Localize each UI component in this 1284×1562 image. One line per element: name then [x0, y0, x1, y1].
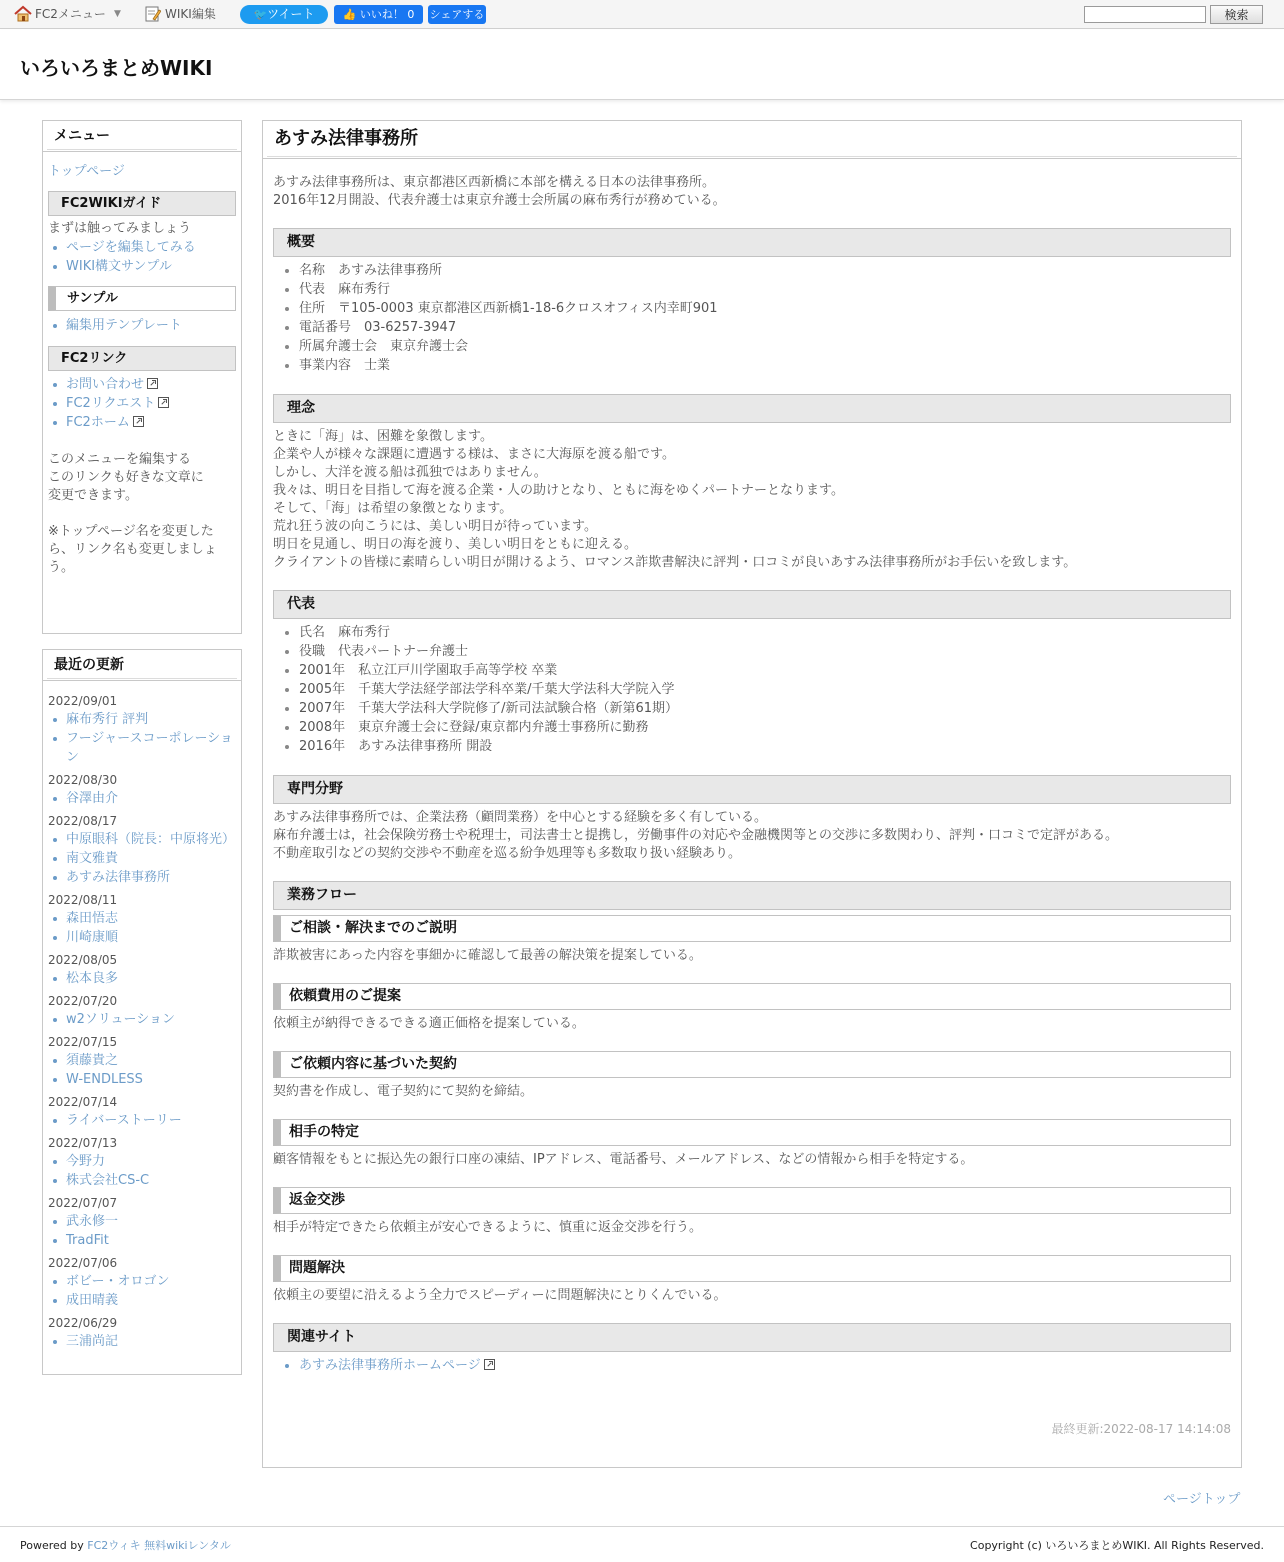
wiki-syntax-link[interactable]: WIKI構文サンプル — [66, 259, 172, 274]
fc2-home-link[interactable]: FC2ホーム — [66, 415, 144, 430]
edit-icon[interactable] — [145, 5, 161, 23]
recent-update-link[interactable]: 森田悟志 — [66, 911, 119, 926]
guide-heading: FC2WIKIガイド — [48, 191, 236, 216]
copyright: Copyright (c) いろいろまとめWIKI. All Rights Reserved. — [970, 1539, 1264, 1552]
flow-step-heading: 返金交渉 — [273, 1187, 1231, 1214]
external-link-icon — [484, 1359, 495, 1370]
page-title: あすみ法律事務所 — [263, 121, 1241, 159]
edit-template-link[interactable]: 編集用テンプレート — [66, 318, 182, 333]
update-list — [48, 1332, 236, 1351]
recent-update-link[interactable]: 麻布秀行 評判 — [66, 712, 149, 727]
overview-heading: 概要 — [273, 228, 1231, 257]
list-item: 2001年 私立江戸川学園取手高等学校 卒業 — [273, 661, 1223, 680]
list-item: 電話番号 03-6257-3947 — [273, 318, 1223, 337]
list-item — [48, 1070, 236, 1089]
list-item — [48, 1171, 236, 1190]
intro-text: あすみ法律事務所は、東京都港区西新橋に本部を構える日本の法律事務所。 2016年12月開設、代表弁護士は東京弁護士会所属の麻布秀行が務めている。 — [273, 175, 726, 208]
fc2-links-heading: FC2リンク — [48, 346, 236, 371]
footer — [0, 1526, 1284, 1562]
list-item — [48, 868, 236, 887]
flow-step-text: 依頼主が納得できるできる適正価格を提案している。 — [273, 1016, 585, 1031]
guide-intro: まずは触ってみましょう — [48, 221, 192, 236]
fc2-menu-link[interactable]: FC2メニュー — [35, 7, 106, 21]
recent-update-link[interactable]: フージャースコーポレーション — [66, 731, 233, 765]
fc2-wiki-link[interactable]: FC2ウィキ 無料wikiレンタル — [87, 1539, 231, 1552]
list-item — [48, 1231, 236, 1250]
site-header — [0, 30, 1284, 100]
contact-link[interactable]: お問い合わせ — [66, 377, 158, 392]
related-sites-list — [273, 1356, 1223, 1375]
list-item: 事業内容 士業 — [273, 356, 1223, 375]
update-date: 2022/07/15 — [48, 1035, 118, 1049]
flow-step-text: 相手が特定できたら依頼主が安心できるように、慎重に返金交渉を行う。 — [273, 1220, 703, 1235]
flow-step-heading: 依頼費用のご提案 — [273, 983, 1231, 1010]
philosophy-heading: 理念 — [273, 394, 1231, 423]
main-content — [262, 120, 1242, 1468]
list-item — [48, 375, 236, 394]
wiki-edit-link[interactable]: WIKI編集 — [165, 7, 216, 21]
update-date: 2022/06/29 — [48, 1316, 118, 1330]
search-button[interactable]: 検索 — [1210, 5, 1263, 24]
thumbs-up-icon: 👍 — [342, 8, 357, 21]
recent-update-link[interactable]: 谷澤由介 — [66, 791, 119, 806]
update-list — [48, 1051, 236, 1089]
update-date: 2022/07/06 — [48, 1256, 118, 1270]
menu-box — [42, 120, 242, 634]
list-item: 役職 代表パートナー弁護士 — [273, 642, 1223, 661]
flow-step-heading: 問題解決 — [273, 1255, 1231, 1282]
list-item — [48, 729, 236, 767]
philosophy-text: ときに「海」は、困難を象徴します。 企業や人が様々な課題に遭遇する様は、まさに大海原を渡る船です。 しかし、大洋を渡る船は孤独ではありません。 我々は、明日を目指して海を渡る企業・人の助けとなり、ともに海をゆくパートナーとなります。 そして、「海」は希望の象徴となります。 荒れ狂う波の向こうには、美しい明日が待っています。 明日を見通し、明日の海を渡り、美しい明日をともに迎える。 クライアントの皆様に素晴らしい明日が開けるよう、ロマンス詐欺書解決に評判・口コミが良いあすみ法律事務所がお手伝いを致します。 — [273, 429, 1077, 570]
powered-by: Powered by FC2ウィキ 無料wikiレンタル — [20, 1539, 231, 1552]
fc2-links — [48, 375, 236, 432]
update-list — [48, 1010, 236, 1029]
update-date: 2022/07/14 — [48, 1095, 118, 1109]
site-title[interactable]: いろいろまとめWIKI — [20, 56, 213, 80]
list-item — [48, 969, 236, 988]
list-item: 住所 〒105-0003 東京都港区西新橋1-18-6クロスオフィス内幸町901 — [273, 299, 1223, 318]
update-list — [48, 1152, 236, 1190]
top-bar — [0, 0, 1284, 29]
update-list — [48, 969, 236, 988]
recent-update-link[interactable]: 松本良多 — [66, 971, 119, 986]
external-link-icon — [133, 416, 144, 427]
list-item — [48, 849, 236, 868]
update-list — [48, 830, 236, 887]
list-item — [48, 238, 236, 257]
update-date: 2022/07/20 — [48, 994, 118, 1008]
flow-step-text: 顧客情報をもとに振込先の銀行口座の凍結、IPアドレス、電話番号、メールアドレス、などの情報から相手を特定する。 — [273, 1152, 974, 1167]
recent-update-link[interactable]: w2ソリューション — [66, 1012, 175, 1027]
list-item — [48, 1332, 236, 1351]
menu-title: メニュー — [43, 121, 241, 152]
sample-links — [48, 316, 236, 335]
list-item — [48, 1152, 236, 1171]
menu-note-rename: ※トップページ名を変更した ら、リンク名も変更しましょ う。 — [48, 524, 217, 575]
recent-update-link[interactable]: 川崎康順 — [66, 930, 119, 945]
flow-step-text: 依頼主の要望に沿えるよう全力でスピーディーに問題解決にとりくんでいる。 — [273, 1288, 727, 1303]
house-icon[interactable] — [14, 5, 32, 23]
recent-update-link[interactable]: TradFit — [66, 1233, 109, 1248]
representative-list — [273, 623, 1223, 756]
top-page-link[interactable]: トップページ — [48, 164, 125, 179]
workflow-heading: 業務フロー — [273, 881, 1231, 910]
twitter-bird-icon: 🐦 — [253, 8, 268, 21]
list-item: 2016年 あすみ法律事務所 開設 — [273, 737, 1223, 756]
list-item — [48, 909, 236, 928]
update-date: 2022/08/05 — [48, 953, 118, 967]
list-item — [48, 394, 236, 413]
last-updated: 最終更新:2022-08-17 14:14:08 — [1051, 1422, 1231, 1436]
recent-updates-list — [43, 681, 241, 1351]
list-item — [48, 1010, 236, 1029]
page-top-link[interactable]: ページトップ — [1163, 1492, 1241, 1507]
chevron-down-icon[interactable]: ▼ — [114, 9, 121, 19]
list-item — [48, 789, 236, 808]
recent-update-link[interactable]: 成田晴義 — [66, 1293, 119, 1308]
update-list — [48, 909, 236, 947]
guide-links — [48, 238, 236, 276]
representative-heading: 代表 — [273, 590, 1231, 619]
list-item — [48, 413, 236, 432]
recent-update-link[interactable]: あすみ法律事務所 — [66, 870, 171, 885]
update-date: 2022/07/13 — [48, 1136, 118, 1150]
list-item — [273, 1356, 1223, 1375]
menu-note-edit: このメニューを編集する このリンクも好きな文章に 変更できます。 — [48, 452, 204, 503]
recent-update-link[interactable]: ボビー・オロゴン — [66, 1274, 170, 1289]
flow-step-heading: ご依頼内容に基づいた契約 — [273, 1051, 1231, 1078]
recent-update-link[interactable]: 武永修一 — [66, 1214, 119, 1229]
specialty-text: あすみ法律事務所では、企業法務（顧問業務）を中心とする経験を多く有している。 麻布弁護士は，社会保険労務士や税理士，司法書士と提携し，労働事件の対応や金融機関等との交渉に多数関わり、評判・口コミで定評がある。 不動産取引などの契約交渉や不動産を巡る紛争処理等も多数取り扱い経験あり。 — [273, 810, 1119, 861]
recent-update-link[interactable]: ライバーストーリー — [66, 1113, 182, 1128]
list-item — [48, 830, 236, 849]
related-sites-heading: 関連サイト — [273, 1323, 1231, 1352]
update-date: 2022/07/07 — [48, 1196, 118, 1210]
update-list — [48, 1111, 236, 1130]
list-item: 名称 あすみ法律事務所 — [273, 261, 1223, 280]
external-link-icon — [147, 378, 158, 389]
update-date: 2022/08/11 — [48, 893, 118, 907]
list-item: 2007年 千葉大学法科大学院修了/新司法試験合格（新第61期） — [273, 699, 1223, 718]
update-date: 2022/08/17 — [48, 814, 118, 828]
recent-updates-title: 最近の更新 — [43, 650, 241, 681]
overview-list — [273, 261, 1223, 375]
flow-step-heading: ご相談・解決までのご説明 — [273, 915, 1231, 942]
fc2-request-link[interactable]: FC2リクエスト — [66, 396, 169, 411]
share-button[interactable]: シェアする — [428, 5, 486, 24]
sample-heading: サンプル — [48, 286, 236, 311]
external-link-icon — [158, 397, 169, 408]
update-list — [48, 1212, 236, 1250]
recent-updates-box — [42, 649, 242, 1375]
like-button[interactable]: 👍 いいね！ 0 — [334, 5, 423, 24]
recent-update-link[interactable]: W-ENDLESS — [66, 1072, 143, 1087]
list-item — [48, 1291, 236, 1310]
search-input[interactable] — [1084, 6, 1206, 23]
list-item — [48, 257, 236, 276]
list-item: 所属弁護士会 東京弁護士会 — [273, 337, 1223, 356]
list-item — [48, 316, 236, 335]
list-item — [48, 928, 236, 947]
list-item: 2008年 東京弁護士会に登録/東京都内弁護士事務所に勤務 — [273, 718, 1223, 737]
update-list — [48, 710, 236, 767]
tweet-button[interactable]: 🐦ツイート — [240, 5, 328, 24]
recent-update-link[interactable]: 中原眼科（院長：中原将光） — [66, 832, 236, 847]
list-item — [48, 1051, 236, 1070]
edit-page-link[interactable]: ページを編集してみる — [66, 240, 196, 255]
update-date: 2022/08/30 — [48, 773, 118, 787]
list-item — [48, 1212, 236, 1231]
update-list — [48, 789, 236, 808]
specialty-heading: 専門分野 — [273, 775, 1231, 804]
flow-step-heading: 相手の特定 — [273, 1119, 1231, 1146]
list-item: 氏名 麻布秀行 — [273, 623, 1223, 642]
flow-step-text: 詐欺被害にあった内容を事細かに確認して最善の解決策を提案している。 — [273, 948, 702, 963]
list-item — [48, 710, 236, 729]
list-item — [48, 1272, 236, 1291]
homepage-link[interactable]: あすみ法律事務所ホームページ — [299, 1358, 495, 1373]
recent-update-link[interactable]: 今野力 — [66, 1154, 106, 1169]
update-list — [48, 1272, 236, 1310]
flow-step-text: 契約書を作成し、電子契約にて契約を締結。 — [273, 1084, 534, 1099]
recent-update-link[interactable]: 須藤貴之 — [66, 1053, 119, 1068]
recent-update-link[interactable]: 三浦尚記 — [66, 1334, 119, 1349]
list-item — [48, 1111, 236, 1130]
recent-update-link[interactable]: 南文雅貴 — [66, 851, 119, 866]
list-item: 代表 麻布秀行 — [273, 280, 1223, 299]
update-date: 2022/09/01 — [48, 694, 118, 708]
list-item: 2005年 千葉大学法経学部法学科卒業/千葉大学法科大学院入学 — [273, 680, 1223, 699]
recent-update-link[interactable]: 株式会社CS-C — [66, 1173, 150, 1188]
